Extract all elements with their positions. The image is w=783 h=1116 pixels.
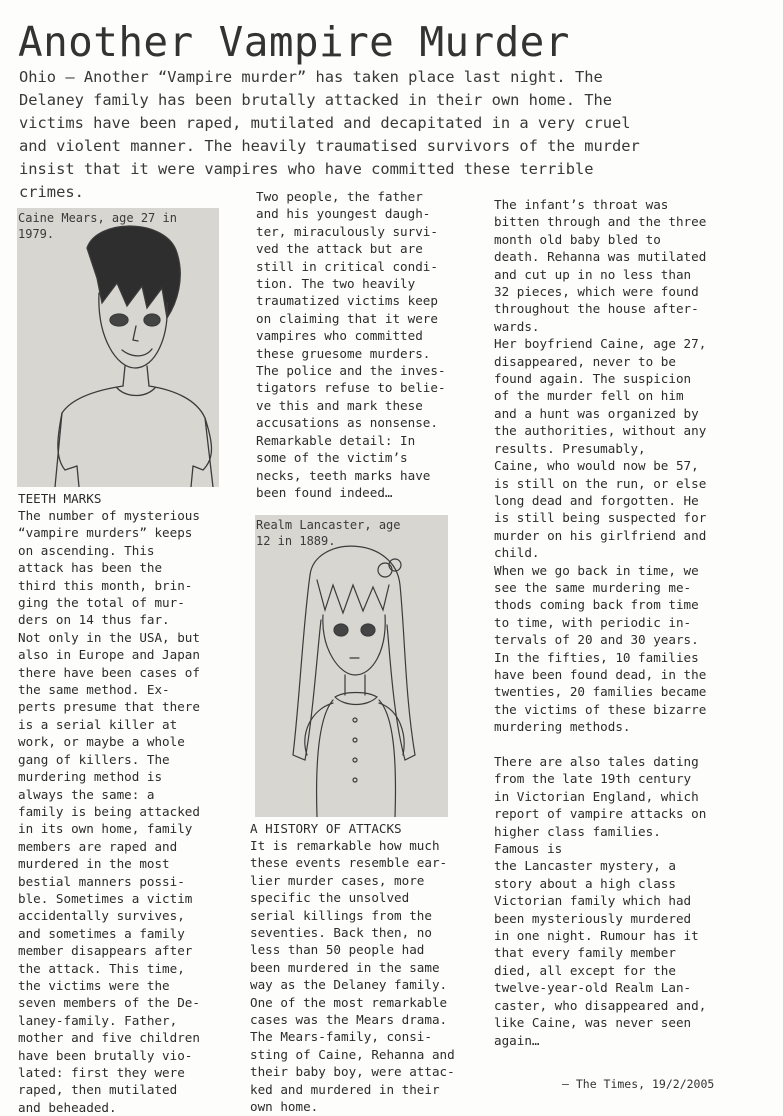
figure-caption-caine: Caine Mears, age 27 in 1979.: [18, 211, 177, 241]
column-2-top-text: Two people, the father and his youngest daugh- ter, miraculously survi- ved the attack but are still in critical condi- tion. The two heavily traumatized victims keep on claiming that it were vampires who committed these gruesome murders. The police and the inves- tigators refuse to belie- ve this and mark these accusations as nonsense. Remarkable detail: In some of the victim’s necks, teeth marks have been found indeed…: [256, 189, 446, 500]
article-lede: Ohio – Another “Vampire murder” has taken place last night. The Delaney family has been brutally attacked in their own home. The victims have been raped, mutilated and decapitated in a very cruel and violent manner. The heavily traumatised survivors of the murder insist that it were vampires who have committed these terrible crimes.: [19, 68, 640, 201]
column-2-bottom-text: It is remarkable how much these events resemble ear- lier murder cases, more specific the unsolved serial killings from the seventies. Back then, no less than 50 people had been murdered in the same way as the Delaney family. One of the most remarkable cases was the Mears drama. The Mears-family, consi- sting of Caine, Rehanna and their baby boy, were attac- ked and murdered in their own home.: [250, 838, 455, 1115]
boy-portrait-drawing: [17, 208, 219, 487]
section-heading-history-of-attacks: A HISTORY OF ATTACKS: [250, 821, 402, 836]
caine-mears-sketch: [17, 208, 219, 487]
girl-portrait-drawing: [255, 515, 448, 817]
article-signature: – The Times, 19/2/2005: [562, 1077, 715, 1091]
realm-lancaster-sketch: [255, 515, 448, 817]
figure-caption-realm: Realm Lancaster, age 12 in 1889.: [256, 518, 401, 548]
section-heading-teeth-marks: TEETH MARKS: [18, 491, 102, 506]
column-3-text: The infant’s throat was bitten through and the three month old baby bled to death. Rehanna was mutilated and cut up in no less than 32 pieces, which were found throughout the house after- wards. Her boyfriend Caine, age 27, disappeared, never to be found again. The suspicion of the murder fell on him and a hunt was organized by the authorities, without any results. Presumably, Caine, who would now be 57, is still on the run, or else long dead and forgotten. He is still being suspected for murder on his girlfriend and child. When we go back in time, we see the same murdering me- thods coming back from time to time, with periodic in- tervals of 20 and 30 years. In the fifties, 10 families have been found dead, in the twenties, 20 families became the victims of these bizarre murdering methods. There are also tales dating from the late 19th century in Victorian England, which report of vampire attacks on higher class families. Famous is the Lancaster mystery, a story about a high class Victorian family which had been mysteriously murdered in one night. Rumour has it that every family member died, all except for the twelve-year-old Realm Lan- caster, who disappeared and, like Caine, was never seen again…: [494, 197, 707, 1048]
column-1-text: The number of mysterious “vampire murders” keeps on ascending. This attack has been the third this month, brin- ging the total of mur- ders on 14 thus far. Not only in the USA, but also in Europe and Japan there have been cases of the same method. Ex- perts presume that there is a serial killer at work, or maybe a whole gang of killers. The murdering method is always the same: a family is being attacked in its own home, family members are raped and murdered in the most bestial manners possi- ble. Sometimes a victim accidentally survives, and sometimes a family member disappears after the attack. This time, the victims were the seven members of the De- laney-family. Father, mother and five children have been brutally vio- lated: first they were raped, then mutilated and beheaded.: [18, 508, 200, 1115]
article-headline: Another Vampire Murder: [18, 18, 570, 66]
